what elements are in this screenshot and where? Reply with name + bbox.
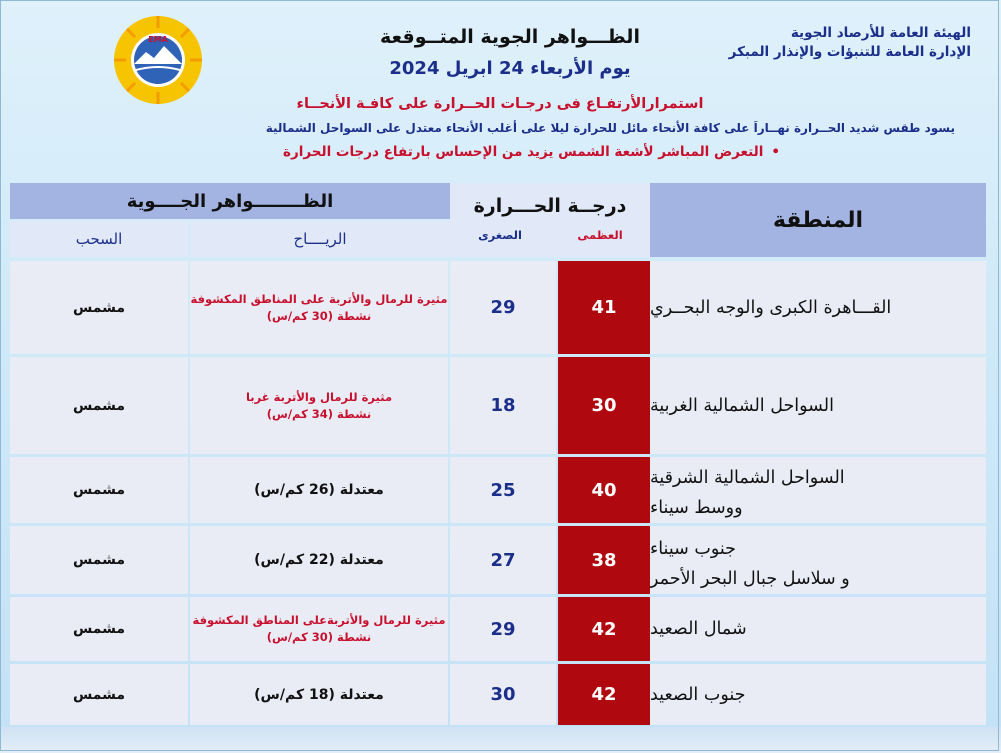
page-title: الظـــواهر الجوية المتــوقعة [380, 26, 640, 48]
region-cell: جنوب سيناء و سلاسل جبال البحر الأحمر [650, 526, 986, 594]
max-temp-cell: 42 [558, 597, 650, 661]
header-max: العظمى [577, 228, 623, 242]
header-min: الصغرى [478, 228, 522, 242]
min-temp-cell: 27 [450, 526, 556, 594]
max-temp-cell: 38 [558, 526, 650, 594]
max-temp-cell: 42 [558, 664, 650, 725]
region-cell: شمال الصعيد [650, 597, 986, 661]
max-temp-cell: 41 [558, 261, 650, 354]
wind-cell: مثيرة للرمال والأتربة على المناطق المكشوفة نشطة (30 كم/س) [190, 261, 448, 354]
footer-bar [0, 727, 1001, 753]
max-temp-cell: 40 [558, 457, 650, 523]
region-cell: السواحل الشمالية الغربية [650, 357, 986, 454]
min-temp-cell: 30 [450, 664, 556, 725]
org-department: الإدارة العامة للتنبؤات والإنذار المبكر [728, 44, 971, 60]
header-clouds: السحب [10, 221, 188, 257]
clouds-cell: مشمس [10, 597, 188, 661]
min-temp-cell: 29 [450, 597, 556, 661]
region-cell: السواحل الشمالية الشرقية ووسط سيناء [650, 457, 986, 523]
header-wind: الريــــاح [190, 221, 450, 257]
organization [729, 24, 971, 62]
max-temp-cell: 30 [558, 357, 650, 454]
advisory-line [180, 144, 780, 160]
logo-text: EMA [148, 35, 168, 44]
clouds-cell: مشمس [10, 261, 188, 354]
min-temp-cell: 25 [450, 457, 556, 523]
header-temperature-label: درجــة الحـــرارة [473, 195, 627, 217]
org-name: الهيئة العامة للأرصاد الجوية [790, 25, 971, 41]
wind-cell: معتدلة (26 كم/س) [190, 457, 448, 523]
min-temp-cell: 29 [450, 261, 556, 354]
wind-cell: معتدلة (18 كم/س) [190, 664, 448, 725]
clouds-cell: مشمس [10, 457, 188, 523]
header-phenomena: الظــــــــواهر الجــــوية [10, 183, 450, 219]
header-region: المنطقة [650, 183, 986, 257]
min-temp-cell: 18 [450, 357, 556, 454]
forecast-table [10, 183, 986, 725]
region-cell: القـــاهرة الكبرى والوجه البحــري [650, 261, 986, 354]
clouds-cell: مشمس [10, 664, 188, 725]
wind-cell: مثيرة للرمال والأتربة غربا نشطة (34 كم/س) [190, 357, 448, 454]
bullet-icon: • [771, 144, 780, 160]
region-cell: جنوب الصعيد [650, 664, 986, 725]
wind-cell: معتدلة (22 كم/س) [190, 526, 448, 594]
clouds-cell: مشمس [10, 526, 188, 594]
headline: استمرارالأرتفـاع فى درجـات الحــرارة على كافـة الأنحــاء [296, 96, 704, 112]
ema-logo [112, 14, 204, 106]
advisory-text: التعرض المباشر لأشعة الشمس يزيد من الإحساس بارتفاع درجات الحرارة [283, 144, 764, 160]
summary-line: يسود طقس شديد الحــرارة نهــاراَ على كافة الأنحاء مائل للحرارة ليلا على أغلب الأنحاء معتدل على السواحل الشمالية [265, 121, 955, 135]
clouds-cell: مشمس [10, 357, 188, 454]
forecast-date: يوم الأربعاء 24 ابريل 2024 [389, 58, 631, 79]
wind-cell: مثيرة للرمال والأتربةعلى المناطق المكشوفة نشطة (30 كم/س) [190, 597, 448, 661]
